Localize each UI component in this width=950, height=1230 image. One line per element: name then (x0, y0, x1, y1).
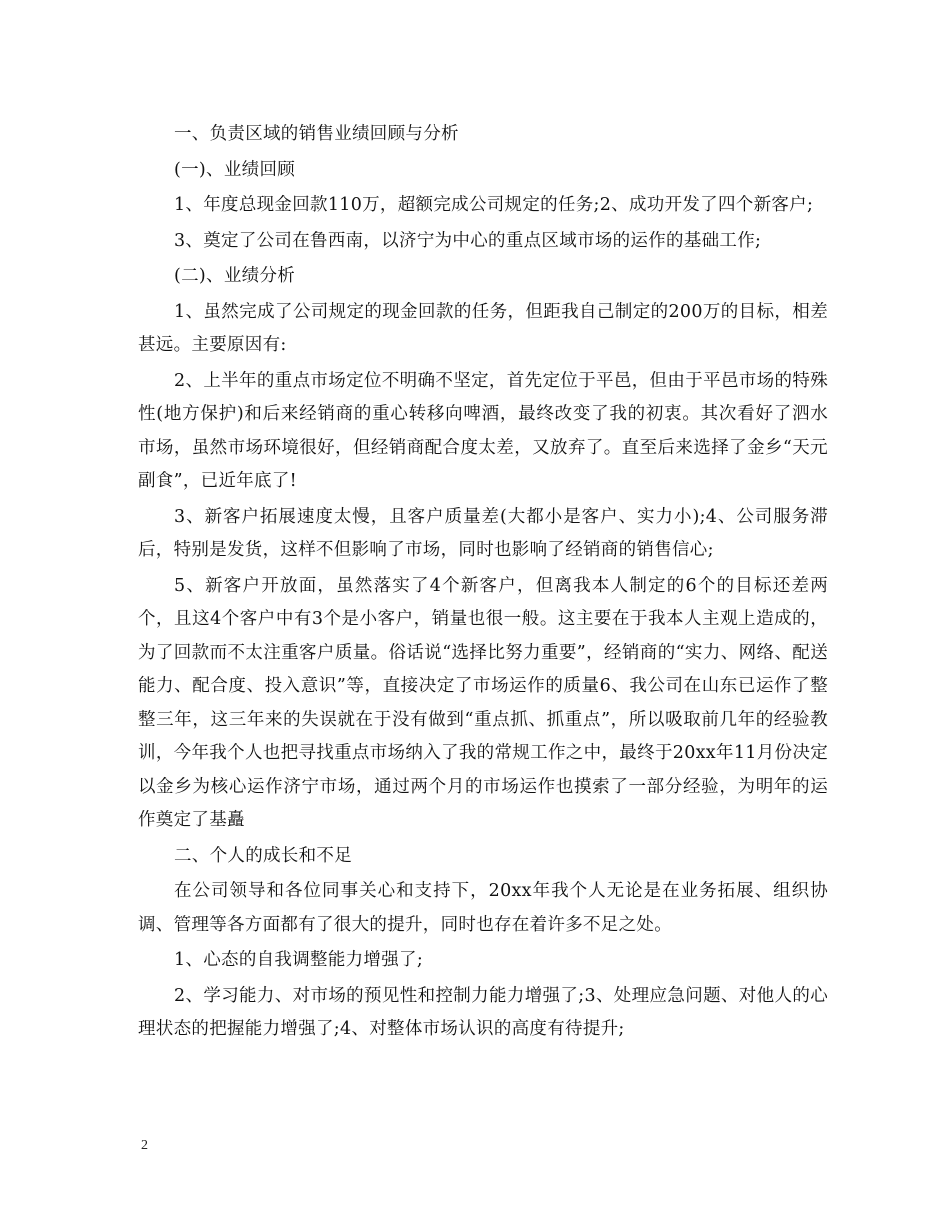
subsection-heading-1: (一)、业绩回顾 (174, 159, 296, 180)
paragraph: 在公司领导和各位同事关心和支持下，20xx年我个人无论是在业务拓展、组织协调、管理等各方面都有了很大的提升，同时也存在着许多不足之处。 (138, 881, 828, 935)
paragraph: 2、学习能力、对市场的预见性和控制力能力增强了;3、处理应急问题、对他人的心理状态的把握能力增强了;4、对整体市场认识的高度有待提升; (138, 985, 828, 1039)
section-heading-1: 一、负责区域的销售业绩回顾与分析 (174, 124, 459, 144)
subsection-heading-2: (二)、业绩分析 (174, 266, 296, 286)
paragraph: 5、新客户开放面，虽然落实了4个新客户，但离我本人制定的6个的目标还差两个，且这4个客户中有3个是小客户，销量也很一般。这主要在于我本人主观上造成的，为了回款而不太注重客户质量。俗话说“选择比努力重要”，经销商的“实力、网络、配送能力、配合度、投入意识”等，直接决定了市场运作的质量6、我公司在山东已运作了整整三年，这三年来的失误就在于没有做到“重点抓、抓重点”，所以吸取前几年的经验教训，今年我个人也把寻找重点市场纳入了我的常规工作之中，最终于20xx年11月份决定以金乡为核心运作济宁市场，通过两个月的市场运作也摸索了一部分经验，为明年的运作奠定了基矗 (138, 575, 828, 830)
paragraph: 2、上半年的重点市场定位不明确不坚定，首先定位于平邑，但由于平邑市场的特殊性(地方保护)和后来经销商的重心转移向啤酒，最终改变了我的初衷。其次看好了泗水市场，虽然市场环境很好，但经销商配合度太差，又放弃了。直至后来选择了金乡“天元副食”，已近年底了! (138, 370, 828, 491)
page-number: 2 (141, 1138, 148, 1153)
document-body (138, 118, 828, 1049)
paragraph: 1、年度总现金回款110万，超额完成公司规定的任务;2、成功开发了四个新客户; (174, 195, 814, 215)
paragraph: 1、心态的自我调整能力增强了; (174, 950, 424, 970)
paragraph: 1、虽然完成了公司规定的现金回款的任务，但距我自己制定的200万的目标，相差甚远。主要原因有: (138, 301, 828, 355)
section-heading-2: 二、个人的成长和不足 (174, 845, 352, 866)
paragraph: 3、新客户拓展速度太慢，且客户质量差(大都小是客户、实力小);4、公司服务滞后，特别是发货，这样不但影响了市场，同时也影响了经销商的销售信心; (138, 506, 828, 560)
paragraph: 3、奠定了公司在鲁西南，以济宁为中心的重点区域市场的运作的基础工作; (174, 230, 762, 251)
